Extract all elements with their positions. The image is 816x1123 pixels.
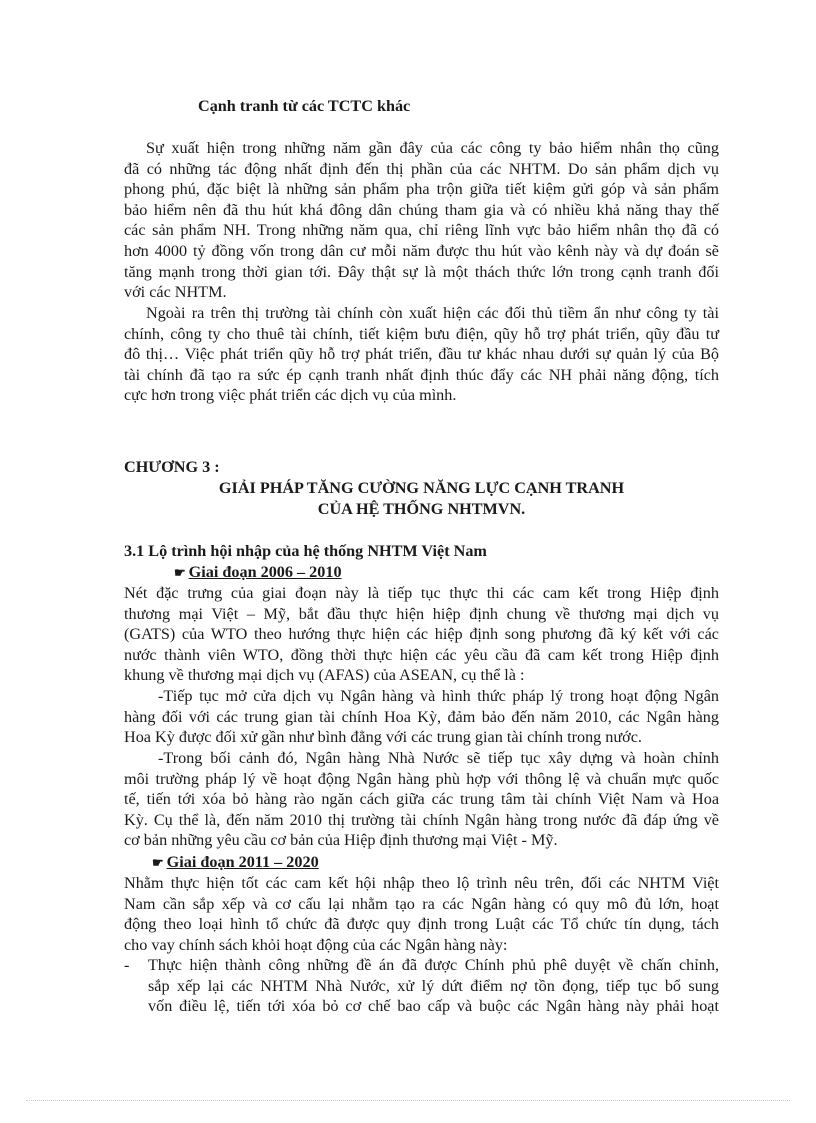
stage-2-intro (124, 873, 719, 955)
paragraph-line: Sự xuất hiện trong những năm gần đây của các công ty bảo hiểm nhân thọ cũng (146, 139, 719, 157)
chapter-title (124, 478, 719, 519)
paragraph-line: vốn điều lệ, tiến tới xóa bỏ cơ chế bao cấp và buộc các Ngân hàng này phải hoạt (148, 997, 719, 1016)
section-heading: Cạnh tranh từ các TCTC khác (198, 97, 411, 115)
stage-2-bullet (124, 955, 719, 1017)
paragraph-line: Nét đặc trưng của giai đoạn này là tiếp tục thực thi các cam kết trong Hiệp định (124, 584, 719, 602)
bullet-dash: - (124, 956, 130, 974)
chapter-title-line: CỦA HỆ THỐNG NHTMVN. (317, 499, 526, 518)
paragraph-line: nước thành viên WTO, đồng thời thực hiện các yêu cầu đã cam kết trong Hiệp định (124, 645, 719, 664)
paragraph-line: cực hơn trong việc phát triển các dịch vụ của mình. (124, 386, 457, 405)
paragraph-line: tăng mạnh trong thời gian tới. Đây thật sự là một thách thức lớn trong cạnh tranh đối (124, 262, 719, 281)
paragraph-line: cho vay chính sách khỏi hoạt động của các Ngân hàng này: (124, 935, 508, 954)
paragraph-line: -Trong bối cảnh đó, Ngân hàng Nhà Nước sẽ tiếp tục xây dựng và hoàn chỉnh (158, 749, 719, 767)
pointing-hand-icon: ☛ (152, 855, 164, 870)
paragraph-line: Ngoài ra trên thị trường tài chính còn xuất hiện các đối thủ tiềm ẩn như công ty tài (146, 304, 719, 322)
paragraph-line: hàng đối với các trung gian tài chính Hoa Kỳ, đảm bảo đến năm 2010, các Ngân hàng (124, 707, 719, 726)
paragraph-line: tài chính đã tạo ra sức ép cạnh tranh nhất định thúc đẩy các NH phải năng động, tích (124, 365, 719, 384)
paragraph-line: hơn 4000 tỷ đồng vốn trong dân cư mỗi năm được thu hút vào kênh này và dự đoán sẽ (124, 241, 719, 260)
paragraph-line: tế, tiến tới xóa bỏ hàng rào ngăn cách giữa các trung tâm tài chính Việt Nam và Hoa (124, 790, 719, 809)
stage-1-point-b (124, 748, 719, 851)
paragraph-line: Nam cần sắp xếp và cơ cấu lại nhằm tạo ra các Ngân hàng có quy mô đủ lớn, hoạt (124, 894, 719, 913)
stage-1-point-a (124, 686, 719, 748)
paragraph-line: bảo hiểm nên đã thu hút khá đông dân chúng tham gia và có nhiều khả năng thay thế (124, 200, 719, 219)
paragraph-line: đô thị… Việc phát triển qũy hỗ trợ phát triển, đầu tư khác nhau dưới sự quản lý của Bộ (124, 345, 719, 364)
paragraph-line: động theo loại hình tổ chức đã được quy định trong Luật các Tổ chức tín dụng, tách (124, 915, 719, 934)
paragraph-line: các sản phẩm NH. Trong những năm qua, chỉ riêng lĩnh vực bảo hiểm nhân thọ đã có (124, 221, 719, 240)
paragraph-line: -Tiếp tục mở cửa dịch vụ Ngân hàng và hình thức pháp lý trong hoạt động Ngân (158, 687, 719, 705)
page-bottom-divider (26, 1100, 790, 1101)
chapter-label: CHƯƠNG 3 : (124, 458, 220, 476)
paragraph-insurance-competition (124, 138, 719, 303)
paragraph-line: Kỳ. Cụ thể là, đến năm 2010 thị trường tài chính Ngân hàng trong nước đã đáp ứng về (124, 810, 719, 829)
stage-1-title: Giai đoạn 2006 – 2010 (188, 563, 342, 581)
stage-1-intro (124, 583, 719, 686)
paragraph-line: Hoa Kỳ được đối xử gần như bình đẳng với các trung gian tài chính trong nước. (124, 728, 642, 747)
paragraph-line: Nhằm thực hiện tốt các cam kết hội nhập theo lộ trình nêu trên, đối các NHTM Việt (124, 874, 719, 892)
paragraph-line: sắp xếp lại các NHTM Nhà Nước, xử lý dứt điểm nợ tồn đọng, tiếp tục bổ sung (148, 976, 719, 995)
paragraph-line: với các NHTM. (124, 283, 227, 302)
paragraph-line: Thực hiện thành công những đề án đã được Chính phủ phê duyệt về chấn chỉnh, (148, 956, 719, 974)
paragraph-line: đã có những tác động nhất định đến thị phần của các NHTM. Do sản phẩm dịch vụ (124, 159, 719, 178)
paragraph-line: khung về thương mại dịch vụ (AFAS) của ASEAN, cụ thể là : (124, 666, 525, 685)
paragraph-line: (GATS) của WTO theo hướng thực hiện các hiệp định song phương đã ký kết với các (124, 625, 719, 644)
stage-1-heading (174, 562, 342, 584)
paragraph-line: phong phú, đặc biệt là những sản phẩm pha trộn giữa tiết kiệm gửi góp và sản phẩm (124, 180, 719, 199)
paragraph-line: cơ bản những yêu cầu cơ bản của Hiệp định thương mại Việt - Mỹ. (124, 831, 558, 850)
paragraph-potential-competitors (124, 303, 719, 406)
stage-2-title: Giai đoạn 2011 – 2020 (166, 853, 319, 871)
paragraph-line: thương mại Việt – Mỹ, bắt đầu thực hiện hiệp định chung về thương mại dịch vụ (124, 604, 719, 623)
section-3-1-heading: 3.1 Lộ trình hội nhập của hệ thống NHTM Việt Nam (124, 542, 487, 560)
chapter-title-line: GIẢI PHÁP TĂNG CƯỜNG NĂNG LỰC CẠNH TRANH (218, 479, 625, 497)
pointing-hand-icon: ☛ (174, 565, 186, 580)
stage-2-heading (152, 852, 319, 874)
paragraph-line: chính, công ty cho thuê tài chính, tiết kiệm bưu điện, qũy hỗ trợ phát triển, qũy đầu tư (124, 324, 719, 343)
paragraph-line: môi trường pháp lý về hoạt động Ngân hàng phù hợp với thông lệ và chuẩn mực quốc (124, 769, 719, 788)
